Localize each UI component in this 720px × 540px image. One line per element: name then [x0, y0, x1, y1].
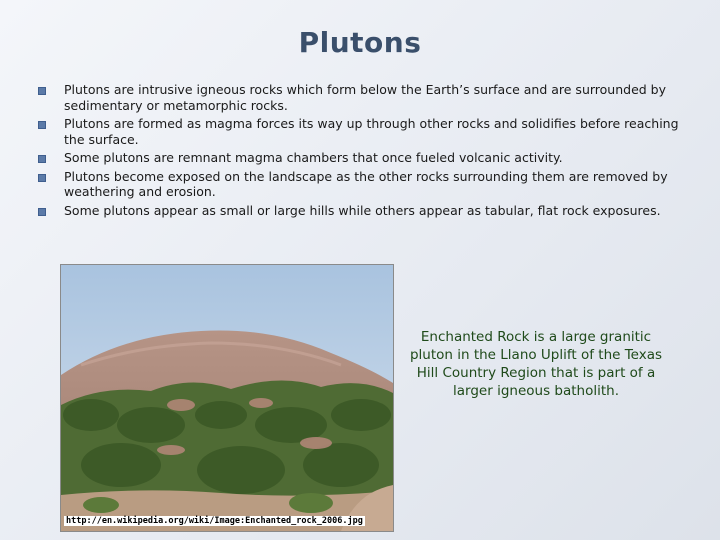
slide-title: Plutons — [298, 26, 422, 59]
square-bullet-icon — [38, 87, 46, 95]
square-bullet-icon — [38, 121, 46, 129]
bullet-text: Plutons are intrusive igneous rocks which form below the Earth’s surface and are surrounded by sedimentary or metamorphic rocks. — [64, 82, 667, 113]
bullet-item — [36, 116, 686, 147]
bullet-item — [36, 150, 686, 166]
bullet-text: Plutons are formed as magma forces its way up through other rocks and solidifies before reaching the surface. — [64, 116, 679, 147]
bullet-text: Some plutons appear as small or large hills while others appear as tabular, flat rock exposures. — [64, 202, 661, 218]
square-bullet-icon — [38, 208, 46, 216]
bullet-text: Plutons become exposed on the landscape as the other rocks surrounding them are removed by weathering and erosion. — [64, 168, 668, 199]
bullet-item — [36, 82, 686, 113]
bullet-item — [36, 203, 686, 219]
enchanted-rock-photo — [60, 264, 394, 532]
photo-credit-url: http://en.wikipedia.org/wiki/Image:Enchanted_rock_2006.jpg — [66, 516, 363, 526]
bullet-list — [36, 82, 686, 221]
photo-caption: Enchanted Rock is a large granitic pluton in the Llano Uplift of the Texas Hill Country Region that is part of a larger igneous batholith. — [409, 329, 663, 399]
bullet-text: Some plutons are remnant magma chambers that once fueled volcanic activity. — [64, 150, 563, 165]
square-bullet-icon — [38, 155, 46, 163]
bullet-item — [36, 169, 686, 200]
square-bullet-icon — [38, 174, 46, 182]
